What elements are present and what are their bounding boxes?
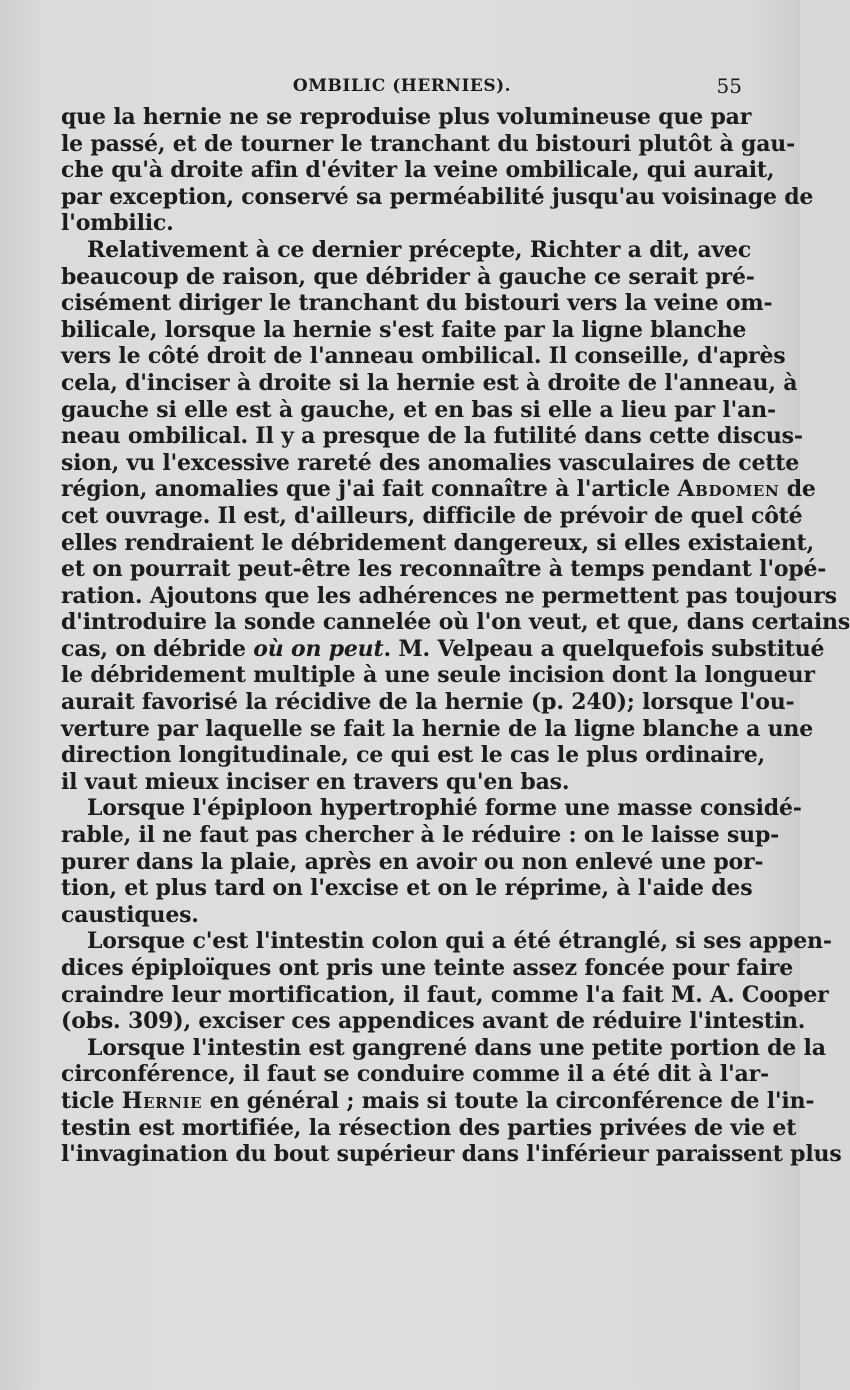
text-line: et on pourrait peut-être les reconnaître à temps pendant l'opé- <box>61 556 827 583</box>
text-line: cisément diriger le tranchant du bistouri vers la veine om- <box>61 290 773 317</box>
text-segment: en général ; mais si toute la circonférence de l'in- <box>202 1087 815 1114</box>
text-line: que la hernie ne se reproduise plus volumineuse que par <box>61 104 752 130</box>
running-head: OMBILIC (HERNIES). <box>292 76 512 96</box>
text-line: circonférence, il faut se conduire comme il a été dit à l'ar- <box>61 1061 769 1088</box>
text-line: Relativement à ce dernier précepte, Richter a dit, avec <box>87 236 752 263</box>
text-line: d'introduire la sonde cannelée où l'on veut, et que, dans certains <box>61 609 850 636</box>
page-header <box>62 76 742 102</box>
text-line: vers le côté droit de l'anneau ombilical. Il conseille, d'après <box>61 343 786 370</box>
text-line <box>61 1087 815 1115</box>
text-line: beaucoup de raison, que débrider à gauche ce serait pré- <box>61 263 755 290</box>
italic-phrase: où on peut <box>253 635 384 662</box>
text-line: testin est mortifiée, la résection des parties privées de vie et <box>61 1114 797 1141</box>
text-line: cet ouvrage. Il est, d'ailleurs, difficile de prévoir de quel côté <box>61 502 803 529</box>
text-line: le débridement multiple à une seule incision dont la longueur <box>61 662 815 689</box>
text-line: rable, il ne faut pas chercher à le réduire : on le laisse sup- <box>61 822 780 849</box>
text-line: elles rendraient le débridement dangereux, si elles existaient, <box>61 529 814 556</box>
text-line: direction longitudinale, ce qui est le cas le plus ordinaire, <box>61 742 765 769</box>
text-segment: région, anomalies que j'ai fait connaître à l'article <box>61 476 671 503</box>
text-line: tion, et plus tard on l'excise et on le réprime, à l'aide des <box>61 875 753 902</box>
text-line: craindre leur mortification, il faut, comme l'a fait M. A. Cooper <box>61 981 829 1008</box>
text-line: par exception, conservé sa perméabilité jusqu'au voisinage de <box>61 183 814 210</box>
text-line: sion, vu l'excessive rareté des anomalies vasculaires de cette <box>61 449 799 476</box>
text-line: Lorsque c'est l'intestin colon qui a été étranglé, si ses appen- <box>87 928 832 955</box>
text-segment: de <box>779 476 816 503</box>
text-line: Lorsque l'épiploon hypertrophié forme une masse considé- <box>87 795 802 822</box>
text-line: (obs. 309), exciser ces appendices avant de réduire l'intestin. <box>61 1008 806 1035</box>
body-text <box>61 104 850 1168</box>
text-line: purer dans la plaie, après en avoir ou non enlevé une por- <box>61 848 764 875</box>
text-line: il vaut mieux inciser en travers qu'en bas. <box>61 768 570 795</box>
text-segment: cas, on débride <box>61 635 246 662</box>
text-line <box>61 635 825 663</box>
text-line: neau ombilical. Il y a presque de la futilité dans cette discus- <box>61 423 803 450</box>
text-line: aurait favorisé la récidive de la hernie (p. 240); lorsque l'ou- <box>61 689 795 716</box>
page-number: 55 <box>716 74 742 98</box>
text-line: bilicale, lorsque la hernie s'est faite par la ligne blanche <box>61 316 747 343</box>
text-line: Lorsque l'intestin est gangrené dans une petite portion de la <box>87 1034 826 1061</box>
text-line: le passé, et de tourner le tranchant du bistouri plutôt à gau- <box>61 130 796 157</box>
text-line: dices épiploïques ont pris une teinte assez foncée pour faire <box>61 955 794 981</box>
text-line: cela, d'inciser à droite si la hernie est à droite de l'anneau, à <box>61 369 798 396</box>
text-line <box>61 476 816 503</box>
text-line: che qu'à droite afin d'éviter la veine ombilicale, qui aurait, <box>61 157 775 184</box>
text-line: l'invagination du bout supérieur dans l'inférieur paraissent plus <box>61 1141 842 1168</box>
text-line: gauche si elle est à gauche, et en bas si elle a lieu par l'an- <box>61 396 776 423</box>
hernie-ref: Hernie <box>121 1087 203 1114</box>
text-line: l'ombilic. <box>61 210 174 237</box>
abdomen-ref: Abdomen <box>677 476 780 503</box>
text-segment: . M. Velpeau a quelquefois substitué <box>383 635 825 662</box>
text-line: verture par laquelle se fait la hernie de la ligne blanche a une <box>61 715 814 742</box>
text-segment: ticle <box>61 1087 115 1114</box>
text-line: caustiques. <box>61 901 199 928</box>
text-line: ration. Ajoutons que les adhérences ne permettent pas toujours <box>61 582 837 609</box>
